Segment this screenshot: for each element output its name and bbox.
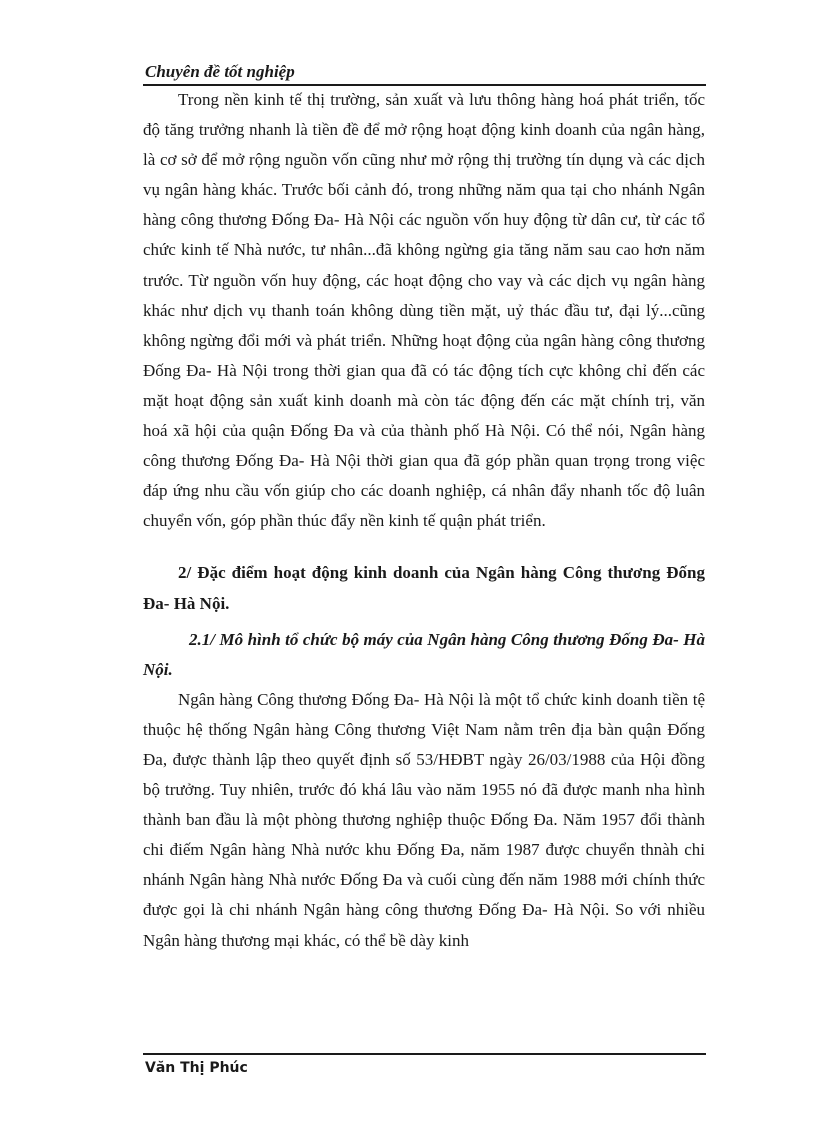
body-paragraph-history: Ngân hàng Công thương Đống Đa- Hà Nội là một tổ chức kinh doanh tiền tệ thuộc hệ thống Ngân hàng Công thương Việt Nam nằm trên địa bàn quận Đống Đa, được thành lập theo quyết định số 53/HĐBT ngày 26/03/1988 của Hội đồng bộ trưởng. Tuy nhiên, trước đó khá lâu vào năm 1955 nó đã được manh nha hình thành ban đầu là một phòng thương nghiệp thuộc Đống Đa. Năm 1957 đổi thành chi điếm Ngân hàng Nhà nước khu Đống Đa, năm 1987 được chuyển thnàh chi nhánh Ngân hàng Nhà nước Đống Đa và cuối cùng đến năm 1988 mới chính thức được gọi là chi nhánh Ngân hàng công thương Đống Đa- Hà Nội. So với nhiều Ngân hàng thương mại khác, có thể bề dày kinh <box>143 689 705 950</box>
document-body <box>143 85 705 956</box>
footer-divider <box>143 1053 706 1055</box>
document-header-title: Chuyên đề tốt nghiệp <box>145 62 295 81</box>
body-paragraph-intro: Trong nền kinh tế thị trường, sản xuất và lưu thông hàng hoá phát triển, tốc độ tăng trưởng nhanh là tiền đề để mở rộng hoạt động kinh doanh của ngân hàng, là cơ sở để mở rộng nguồn vốn cũng như mở rộng thị trường tín dụng và các dịch vụ ngân hàng khác. Trước bối cảnh đó, trong những năm qua tại cho nhánh Ngân hàng công thương Đống Đa- Hà Nội các nguồn vốn huy động từ dân cư, từ các tổ chức kinh tế Nhà nước, tư nhân...đã không ngừng gia tăng năm sau cao hơn năm trước. Từ nguồn vốn huy động, các hoạt động cho vay và các dịch vụ ngân hàng khác như dịch vụ thanh toán không dùng tiền mặt, uỷ thác đầu tư, đại lý...cũng không ngừng đổi mới và phát triển. Những hoạt động của ngân hàng công thương Đống Đa- Hà Nội trong thời gian qua đã có tác động tích cực không chỉ đến các mặt hoạt động sản xuất kinh doanh mà còn tác động đến các mặt chính trị, văn hoá xã hội của quận Đống Đa và của thành phố Hà Nội. Có thể nói, Ngân hàng công thương Đống Đa- Hà Nội thời gian qua đã góp phần quan trọng trong việc đáp ứng nhu cầu vốn giúp cho các doanh nghiệp, cá nhân đẩy nhanh tốc độ luân chuyển vốn, góp phần thúc đẩy nền kinh tế quận phát triển. <box>143 90 705 531</box>
section-heading: 2/ Đặc điểm hoạt động kinh doanh của Ngân hàng Công thương Đống Đa- Hà Nội. <box>143 563 705 613</box>
footer-author-name: Văn Thị Phúc <box>145 1060 248 1076</box>
subsection-heading: 2.1/ Mô hình tổ chức bộ máy của Ngân hàng Công thương Đống Đa- Hà Nội. <box>143 629 705 679</box>
